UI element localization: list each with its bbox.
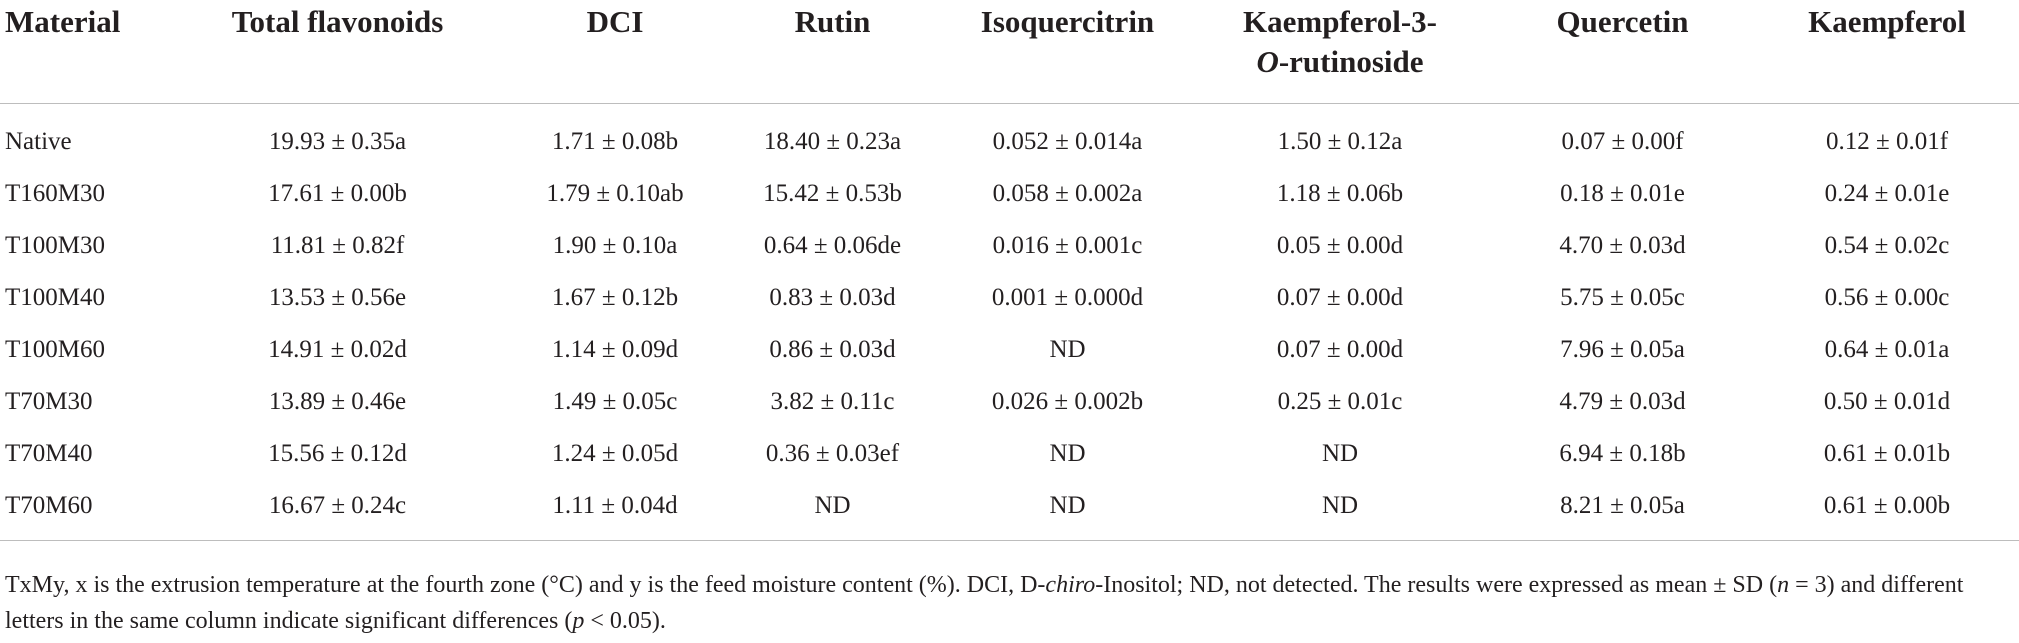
- value-cell: 11.81 ± 0.82f: [270, 232, 405, 259]
- material-cell: T100M60: [5, 336, 105, 363]
- table-row: [0, 428, 2019, 480]
- value-cell: 1.50 ± 0.12a: [1277, 128, 1403, 155]
- value-cell: 1.90 ± 0.10a: [552, 232, 678, 259]
- value-cell: 0.05 ± 0.00d: [1276, 232, 1404, 259]
- value-cell: 0.86 ± 0.03d: [769, 336, 896, 363]
- value-cell: 0.07 ± 0.00d: [1276, 284, 1404, 311]
- column-header: [510, 0, 720, 104]
- value-cell: 0.50 ± 0.01d: [1823, 388, 1951, 415]
- footnote-italic-n: n: [1777, 572, 1790, 598]
- value-cell: 1.49 ± 0.05c: [552, 388, 678, 415]
- value-cell: 0.54 ± 0.02c: [1824, 232, 1950, 259]
- value-cell: 15.56 ± 0.12d: [268, 440, 407, 467]
- value-cell: 0.001 ± 0.000d: [991, 284, 1144, 311]
- value-cell: 18.40 ± 0.23a: [763, 128, 902, 155]
- material-cell: T70M30: [5, 388, 93, 415]
- value-cell: ND: [1049, 440, 1086, 467]
- value-cell: ND: [720, 480, 945, 541]
- value-cell: 0.12 ± 0.01f: [1825, 128, 1949, 155]
- value-cell: 17.61 ± 0.00b: [268, 180, 407, 207]
- material-cell: T70M40: [5, 440, 93, 467]
- value-cell: 0.83 ± 0.03d: [769, 284, 896, 311]
- value-cell: 7.96 ± 0.05a: [1560, 336, 1685, 363]
- material-cell: T100M40: [5, 284, 105, 311]
- column-header: [945, 0, 1190, 104]
- value-cell: 0.61 ± 0.00b: [1755, 480, 2019, 541]
- table-body: [0, 104, 2019, 541]
- table-row: [0, 220, 2019, 272]
- value-cell: ND: [1321, 440, 1359, 467]
- value-cell: 0.64 ± 0.06de: [763, 232, 902, 259]
- footnote-italic-p: p: [572, 608, 585, 634]
- value-cell: 1.71 ± 0.08b: [551, 128, 679, 155]
- value-cell: 0.25 ± 0.01c: [1277, 388, 1403, 415]
- column-header-label: DCI: [586, 4, 644, 39]
- value-cell: 14.91 ± 0.02d: [268, 336, 407, 363]
- column-header: [1190, 0, 1490, 104]
- column-header-label: Rutin: [794, 4, 871, 39]
- table-row: [0, 104, 2019, 169]
- value-cell: 0.07 ± 0.00d: [1276, 336, 1404, 363]
- footnote-text: = 3) and different letters in the same column indicate significant differences (: [5, 572, 1964, 634]
- value-cell: 8.21 ± 0.05a: [1490, 480, 1755, 541]
- table-footnote: [5, 567, 2014, 639]
- table-row: [0, 272, 2019, 324]
- value-cell: 1.11 ± 0.04d: [510, 480, 720, 541]
- value-cell: ND: [1190, 480, 1490, 541]
- value-cell: ND: [945, 480, 1190, 541]
- footnote-text: -Inositol; ND, not detected. The results were expressed as mean ± SD (: [1095, 572, 1778, 598]
- value-cell: 16.67 ± 0.24c: [165, 480, 510, 541]
- value-cell: 19.93 ± 0.35a: [268, 128, 407, 155]
- value-cell: 15.42 ± 0.53b: [763, 180, 902, 207]
- column-header: [0, 0, 165, 104]
- value-cell: 13.53 ± 0.56e: [268, 284, 407, 311]
- material-cell: T70M60: [0, 480, 165, 541]
- value-cell: 0.64 ± 0.01a: [1824, 336, 1950, 363]
- value-cell: 13.89 ± 0.46e: [268, 388, 407, 415]
- value-cell: ND: [1049, 336, 1086, 363]
- value-cell: 1.79 ± 0.10ab: [546, 180, 684, 207]
- table-row: [0, 376, 2019, 428]
- table-row: [0, 480, 2019, 541]
- value-cell: 0.016 ± 0.001c: [992, 232, 1143, 259]
- column-header-italic: O: [1256, 44, 1279, 79]
- footnote-italic-chiro: chiro: [1045, 572, 1096, 598]
- column-header-label: Material: [5, 4, 121, 39]
- material-cell: T160M30: [5, 180, 105, 207]
- column-header-label: Isoquercitrin: [980, 4, 1155, 39]
- table-row: [0, 324, 2019, 376]
- column-header: [165, 0, 510, 104]
- header-row: [0, 0, 2019, 104]
- value-cell: 1.18 ± 0.06b: [1276, 180, 1404, 207]
- value-cell: 1.67 ± 0.12b: [551, 284, 679, 311]
- value-cell: 0.36 ± 0.03ef: [765, 440, 900, 467]
- footnote-text: < 0.05).: [584, 608, 666, 634]
- column-header-label: Quercetin: [1556, 4, 1689, 39]
- material-cell: Native: [5, 128, 72, 155]
- column-header-label: Kaempferol-3-: [1243, 4, 1437, 39]
- column-header-label: Total flavonoids: [231, 4, 444, 39]
- value-cell: 4.70 ± 0.03d: [1559, 232, 1686, 259]
- value-cell: 4.79 ± 0.03d: [1559, 388, 1686, 415]
- column-header-text: -rutinoside: [1278, 44, 1424, 79]
- column-header-label: Kaempferol: [1808, 4, 1966, 39]
- column-header: [720, 0, 945, 104]
- table-row: [0, 168, 2019, 220]
- column-header-label-line2: [1190, 42, 1490, 82]
- value-cell: 1.24 ± 0.05d: [551, 440, 679, 467]
- column-header: [1755, 0, 2019, 104]
- value-cell: 0.058 ± 0.002a: [992, 180, 1143, 207]
- value-cell: 0.56 ± 0.00c: [1824, 284, 1950, 311]
- value-cell: 0.026 ± 0.002b: [991, 388, 1144, 415]
- column-header: [1490, 0, 1755, 104]
- value-cell: 0.61 ± 0.01b: [1823, 440, 1951, 467]
- value-cell: 5.75 ± 0.05c: [1560, 284, 1685, 311]
- value-cell: 0.18 ± 0.01e: [1560, 180, 1685, 207]
- value-cell: 0.24 ± 0.01e: [1824, 180, 1950, 207]
- footnote-text: TxMy, x is the extrusion temperature at the fourth zone (°C) and y is the feed moisture content (%). DCI, D-: [5, 572, 1046, 598]
- material-cell: T100M30: [5, 232, 105, 259]
- value-cell: 1.14 ± 0.09d: [551, 336, 679, 363]
- value-cell: 3.82 ± 0.11c: [770, 388, 895, 415]
- value-cell: 6.94 ± 0.18b: [1559, 440, 1686, 467]
- value-cell: 0.052 ± 0.014a: [992, 128, 1143, 155]
- value-cell: 0.07 ± 0.00f: [1561, 128, 1684, 155]
